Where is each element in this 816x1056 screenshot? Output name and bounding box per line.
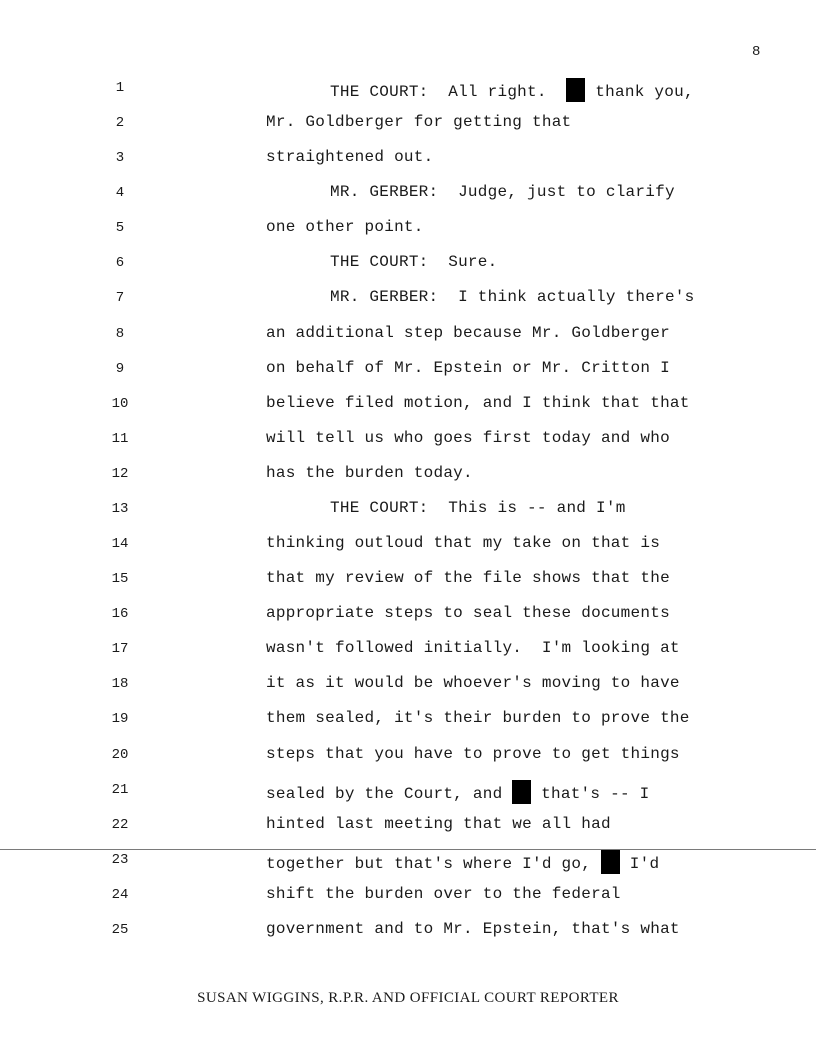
- line-number: 22: [111, 816, 129, 833]
- text-segment: THE COURT: All right.: [330, 83, 567, 101]
- transcript-line: [0, 850, 816, 885]
- redaction-block: [601, 850, 620, 874]
- line-text: [266, 780, 811, 804]
- line-number: 12: [111, 465, 129, 482]
- text-segment: an additional step because Mr. Goldberger: [266, 323, 670, 342]
- line-number: 1: [115, 80, 125, 96]
- text-segment: Mr. Goldberger for getting that: [266, 113, 572, 132]
- line-text: [266, 569, 811, 587]
- text-segment: shift the burden over to the federal: [266, 884, 621, 903]
- transcript-line: [0, 674, 816, 709]
- line-number: 11: [111, 430, 129, 447]
- text-segment: sealed by the Court, and: [266, 784, 513, 803]
- line-text: [266, 920, 811, 938]
- line-number: 6: [115, 255, 125, 272]
- text-segment: one other point.: [266, 218, 424, 237]
- text-segment: THE COURT: Sure.: [330, 253, 498, 272]
- text-segment: MR. GERBER: I think actually there's: [330, 288, 695, 307]
- text-segment: wasn't followed initially. I'm looking at: [266, 639, 680, 658]
- line-number: 7: [115, 290, 125, 307]
- line-number: 10: [111, 395, 129, 412]
- line-text: [330, 78, 811, 102]
- line-number: 2: [115, 115, 125, 132]
- line-text: [266, 429, 811, 447]
- line-text: [266, 359, 811, 377]
- transcript-line: [0, 604, 816, 639]
- transcript-line: [0, 183, 816, 218]
- line-number: 16: [111, 606, 129, 623]
- text-segment: government and to Mr. Epstein, that's what: [266, 919, 680, 938]
- transcript-line: [0, 288, 816, 323]
- line-number: 13: [111, 500, 129, 517]
- line-text: [266, 885, 811, 903]
- court-reporter-footer: SUSAN WIGGINS, R.P.R. AND OFFICIAL COURT REPORTER: [197, 990, 619, 1006]
- text-segment: thinking outloud that my take on that is: [266, 534, 661, 553]
- line-text: [266, 113, 811, 131]
- line-text: [266, 639, 811, 657]
- line-number: 20: [111, 746, 129, 763]
- transcript-line: [0, 359, 816, 394]
- line-text: [330, 183, 811, 201]
- transcript-line: [0, 324, 816, 359]
- line-number: 3: [115, 150, 125, 167]
- transcript-line: [0, 920, 816, 955]
- text-segment: straightened out.: [266, 148, 434, 167]
- line-text: [266, 324, 811, 342]
- line-number: 21: [111, 781, 129, 798]
- text-segment: it as it would be whoever's moving to have: [266, 674, 680, 693]
- transcript-line: [0, 745, 816, 780]
- line-number: 24: [111, 886, 129, 903]
- line-text: [266, 674, 811, 692]
- line-number: 4: [115, 185, 125, 202]
- text-segment: that my review of the file shows that the: [266, 569, 670, 588]
- transcript-line: [0, 218, 816, 253]
- text-segment: on behalf of Mr. Epstein or Mr. Critton I: [266, 358, 670, 377]
- transcript-line: [0, 429, 816, 464]
- line-number: 9: [115, 360, 125, 377]
- line-text: [266, 148, 811, 166]
- text-segment: that's -- I: [531, 784, 650, 803]
- line-text: [266, 850, 811, 874]
- transcript-line: [0, 885, 816, 920]
- text-segment: MR. GERBER: Judge, just to clarify: [330, 183, 675, 202]
- line-number: 19: [111, 711, 129, 728]
- transcript-line: [0, 815, 816, 850]
- line-text: [330, 499, 811, 517]
- transcript-line: [0, 253, 816, 288]
- text-segment: appropriate steps to seal these documents: [266, 604, 670, 623]
- text-segment: will tell us who goes first today and who: [266, 428, 670, 447]
- line-text: [266, 534, 811, 552]
- line-text: [266, 394, 811, 412]
- line-text: [266, 604, 811, 622]
- line-text: [266, 745, 811, 763]
- line-text: [266, 709, 811, 727]
- line-number: 8: [115, 325, 125, 342]
- line-text: [266, 815, 811, 833]
- line-text: [330, 253, 811, 271]
- line-number: 23: [111, 851, 129, 868]
- line-number: 25: [111, 921, 129, 938]
- text-segment: them sealed, it's their burden to prove the: [266, 709, 690, 728]
- line-number: 15: [111, 571, 129, 588]
- text-segment: has the burden today.: [266, 463, 473, 482]
- transcript-line: [0, 569, 816, 604]
- text-segment: believe filed motion, and I think that that: [266, 393, 690, 412]
- text-segment: steps that you have to prove to get things: [266, 744, 680, 763]
- transcript-line: [0, 78, 816, 113]
- line-number: 14: [111, 536, 129, 553]
- line-text: [266, 218, 811, 236]
- transcript-line: [0, 639, 816, 674]
- transcript-line: [0, 709, 816, 744]
- line-text: [330, 288, 811, 306]
- text-segment: I'd: [619, 854, 660, 873]
- transcript-line: [0, 394, 816, 429]
- line-text: [266, 464, 811, 482]
- line-number: 5: [115, 220, 125, 237]
- transcript-line: [0, 499, 816, 534]
- redaction-block: [566, 78, 585, 102]
- page-number: 8: [752, 44, 761, 60]
- line-number: 17: [111, 641, 129, 658]
- transcript-line: [0, 780, 816, 815]
- transcript-line: [0, 148, 816, 183]
- text-segment: thank you,: [585, 83, 694, 101]
- transcript-line: [0, 534, 816, 569]
- transcript-line: [0, 113, 816, 148]
- scan-divider-line: [0, 849, 816, 850]
- text-segment: hinted last meeting that we all had: [266, 814, 611, 833]
- line-number: 18: [111, 676, 129, 693]
- transcript-line: [0, 464, 816, 499]
- redaction-block: [512, 780, 531, 804]
- text-segment: THE COURT: This is -- and I'm: [330, 498, 626, 517]
- text-segment: together but that's where I'd go,: [266, 854, 601, 873]
